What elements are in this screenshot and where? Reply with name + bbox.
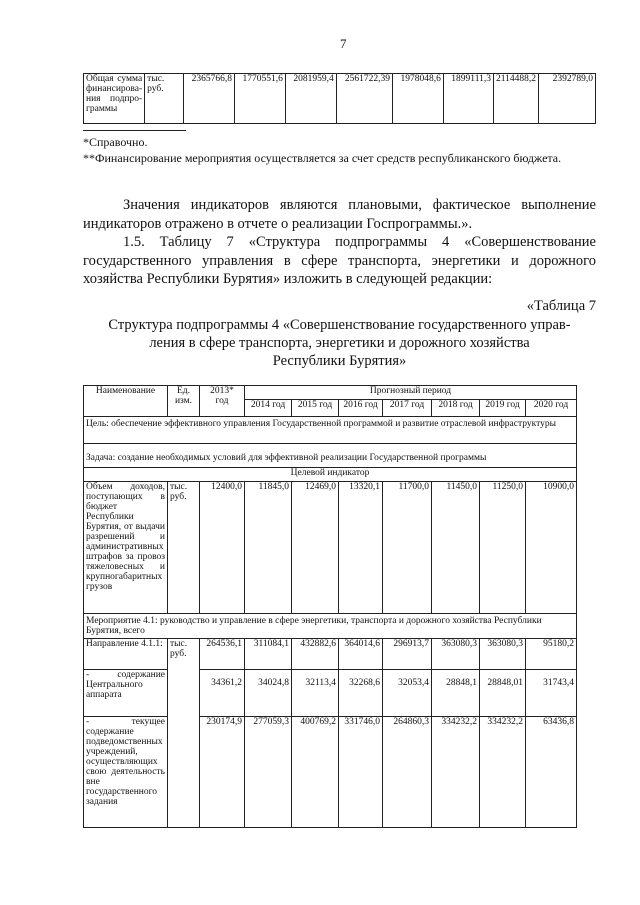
table-title [83,316,596,370]
header-year: 2020 год [526,400,577,417]
value-cell: 264536,1 [200,639,245,670]
task-cell: Задача: создание необходимых условий для эффективной реализации Государственной программы [84,444,577,468]
value-cell: 334232,2 [480,717,526,828]
value-cell: 11250,0 [480,482,526,614]
value-cell: 32053,4 [383,670,432,717]
header-year: 2018 год [432,400,480,417]
value-cell: 13320,1 [339,482,383,614]
header-2013-line: 2013* [210,386,234,396]
table-row [84,74,596,124]
table-row [84,482,577,614]
value-cell: 277059,3 [245,717,292,828]
header-2013 [200,386,245,417]
header-unit: Ед. изм. [168,386,200,417]
table-title-line: Структура подпрограммы 4 «Совершенствование государственного управ- [108,317,571,333]
value-cell: 31743,4 [526,670,577,717]
value-cell: 364014,6 [339,639,383,670]
page-number: 7 [340,36,347,51]
table-title-line: ления в сфере транспорта, энергетики и дорожного хозяйства [149,335,530,351]
value-cell: 296913,7 [383,639,432,670]
value-cell: 1978048,6 [392,74,443,124]
value-cell: 32268,6 [339,670,383,717]
table-row [84,417,577,444]
table-header-row [84,386,577,400]
label-line: Общая сумма [86,74,143,84]
value-cell: 28848,01 [480,670,526,717]
goal-cell: Цель: обеспечение эффективного управления Государственной программой и развитие отраслевой инфраструктуры [84,417,577,444]
table-row [84,639,577,670]
footnote-financing: **Финансирование мероприятия осуществляется за счет средств республиканского бюджета. [83,151,562,165]
label-line: граммы [86,104,118,114]
funding-label [84,74,145,124]
value-cell: 34024,8 [245,670,292,717]
paragraph-indicators: Значения индикаторов являются плановыми, фактическое выполнение индикаторов отражено в отчете о реализации Госпрограммы.». [83,197,596,232]
label-line: финансирова- [86,84,143,94]
target-indicator-cell: Целевой индикатор [84,468,577,482]
value-cell: 363080,3 [432,639,480,670]
value-cell: 432882,6 [292,639,339,670]
value-cell: 11845,0 [245,482,292,614]
footnote-reference: *Справочно. [83,135,148,149]
value-cell: 311084,1 [245,639,292,670]
value-cell: 2392789,0 [539,74,596,124]
header-year: 2014 год [245,400,292,417]
central-name: - содержание Центрального аппарата [84,670,168,717]
value-cell: 2114488,2 [493,74,538,124]
current-name: - текущее содержание подведомственных учреждений, осуществляющих свою деятельность вне государственного задания [84,717,168,828]
value-cell: 331746,0 [339,717,383,828]
value-cell: 10900,0 [526,482,577,614]
direction-unit: тыс. руб. [168,639,200,828]
value-cell: 12469,0 [292,482,339,614]
table-title-line: Республики Бурятия» [272,353,407,369]
value-cell: 1899111,3 [443,74,493,124]
table-label: «Таблица 7 [526,298,596,314]
value-cell: 28848,1 [432,670,480,717]
header-year: 2015 год [292,400,339,417]
header-year: 2019 год [480,400,526,417]
value-cell: 34361,2 [200,670,245,717]
measure-cell: Мероприятие 4.1: руководство и управление в сфере энергетики, транспорта и дорожного хозяйства Республики Бурятия, всего [84,614,577,639]
paragraph-table-change: 1.5. Таблицу 7 «Структура подпрограммы 4 «Совершенствование государственного управления в сфере транспорта, энергетики и дорожного хозяйства Республики Бурятия» изложить в следующей редакции: [83,234,596,287]
table-row [84,468,577,482]
header-forecast: Прогнозный период [245,386,577,400]
header-name: Наименование [84,386,168,417]
value-cell: 95180,2 [526,639,577,670]
label-line: ния подпро- [86,94,143,104]
value-cell: 1770551,6 [235,74,286,124]
structure-table [83,385,577,828]
table-row [84,717,577,828]
indicator-name: Объем доходов, поступающих в бюджет Республики Бурятия, от выдачи разрешений и административных штрафов за провоз тяжеловесных и крупногабаритных грузов [84,482,168,614]
value-cell: 2081959,4 [285,74,336,124]
value-cell: 2561722,39 [336,74,392,124]
value-cell: 11700,0 [383,482,432,614]
header-year: 2016 год [339,400,383,417]
table-row [84,444,577,468]
value-cell: 264860,3 [383,717,432,828]
table-row [84,670,577,717]
value-cell: 63436,8 [526,717,577,828]
funding-total-table [83,73,596,124]
value-cell: 12400,0 [200,482,245,614]
value-cell: 32113,4 [292,670,339,717]
value-cell: 230174,9 [200,717,245,828]
footnote-rule [83,130,186,131]
direction-name: Направление 4.1.1: [84,639,168,670]
value-cell: 2365766,8 [184,74,235,124]
table-row [84,614,577,639]
value-cell: 11450,0 [432,482,480,614]
indicator-unit: тыс. руб. [168,482,200,614]
header-year: 2017 год [383,400,432,417]
value-cell: 334232,2 [432,717,480,828]
header-2013-line: год [215,396,229,406]
value-cell: 363080,3 [480,639,526,670]
value-cell: 400769,2 [292,717,339,828]
unit-cell: тыс. руб. [145,74,184,124]
